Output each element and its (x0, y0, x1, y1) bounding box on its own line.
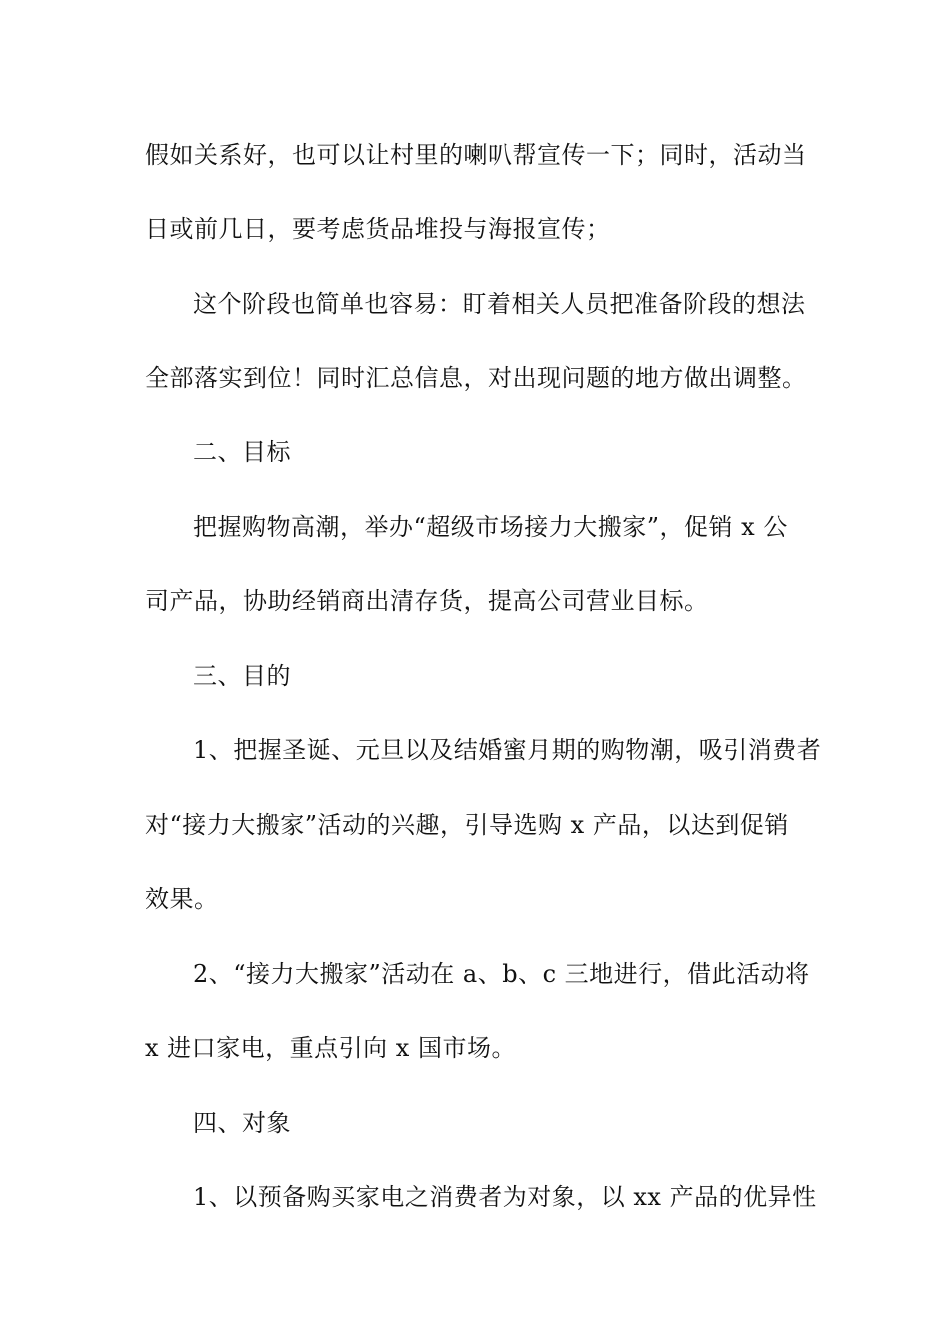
section-heading-goal: 二、目标 (193, 438, 291, 466)
paragraph-line: 1、以预备购买家电之消费者为对象，以 xx 产品的优异性 (193, 1183, 817, 1211)
paragraph-line: 日或前几日，要考虑货品堆投与海报宣传； (145, 215, 611, 243)
section-heading-target: 四、对象 (193, 1109, 291, 1137)
paragraph-line: 司产品，协助经销商出清存货，提高公司营业目标。 (145, 587, 709, 615)
paragraph-line: x 进口家电，重点引向 x 国市场。 (145, 1034, 516, 1062)
paragraph-line: 效果。 (145, 885, 219, 913)
paragraph-line: 假如关系好，也可以让村里的喇叭帮宣传一下；同时，活动当 (145, 141, 807, 169)
paragraph-line: 2、“接力大搬家”活动在 a、b、c 三地进行，借此活动将 (193, 960, 810, 988)
section-heading-purpose: 三、目的 (193, 662, 291, 690)
paragraph-line: 这个阶段也简单也容易：盯着相关人员把准备阶段的想法 (193, 290, 806, 318)
paragraph-line: 对“接力大搬家”活动的兴趣，引导选购 x 产品，以达到促销 (145, 811, 789, 839)
paragraph-line: 1、把握圣诞、元旦以及结婚蜜月期的购物潮，吸引消费者 (193, 736, 822, 764)
paragraph-line: 把握购物高潮，举办“超级市场接力大搬家”，促销 x 公 (193, 513, 788, 541)
paragraph-line: 全部落实到位！同时汇总信息，对出现问题的地方做出调整。 (145, 364, 807, 392)
